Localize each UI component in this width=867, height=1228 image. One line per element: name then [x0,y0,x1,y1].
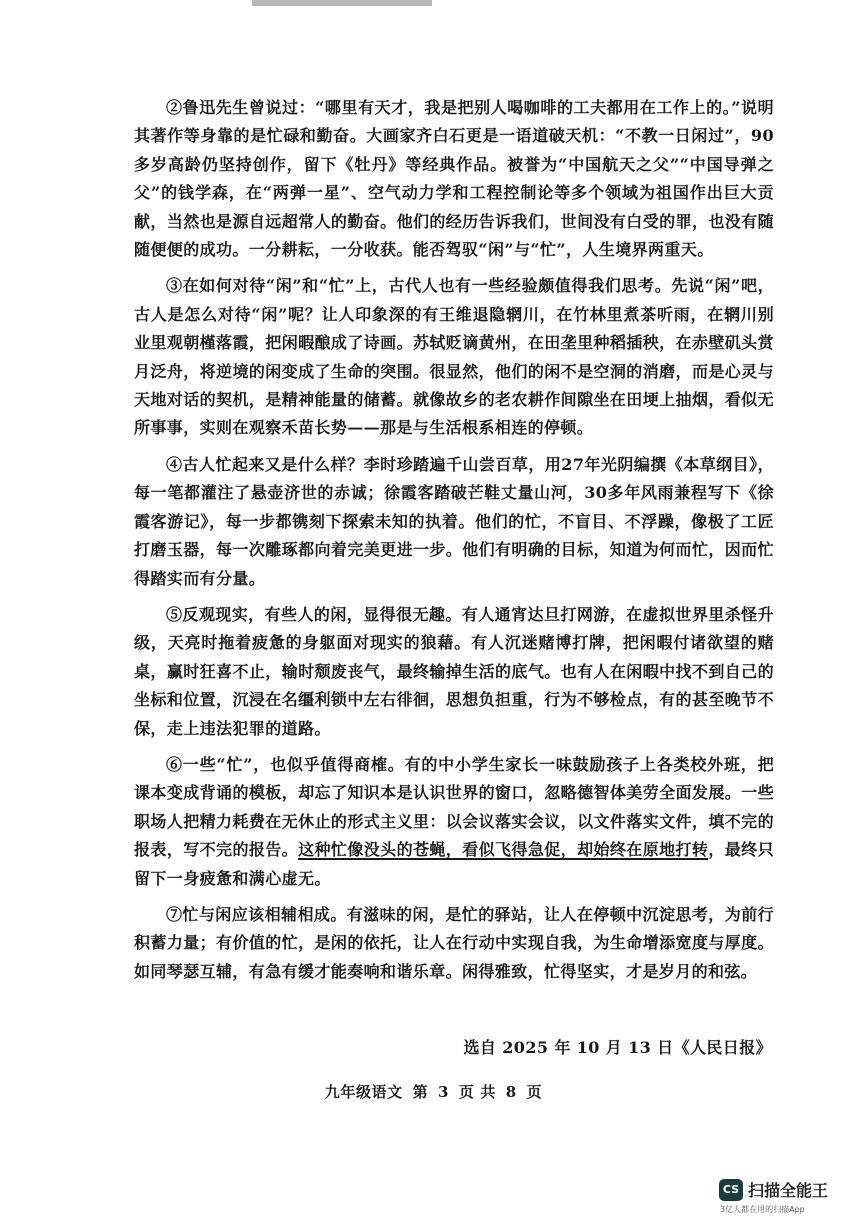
watermark-app-name: 扫描全能王 [748,1181,829,1200]
footer-page-suffix: 页 [526,1083,543,1101]
footer-page-total: 8 [505,1083,517,1101]
paragraph-6-tail: ，最终只留下一身疲惫和满心虚无。 [134,840,774,888]
footer-page-number: 3 [438,1083,450,1101]
paragraph-5: ⑤反观现实，有些人的闲，显得很无趣。有人通宵达旦打网游，在虚拟世界里杀怪升级，天亮时拖着疲惫的身躯面对现实的狼藉。有人沉迷赌博打牌，把闲暇付诸欲望的赌桌，赢时狂喜不止，输时颓废丧气，最终输掉生活的底气。也有人在闲暇中找不到自己的坐标和位置，沉浸在名缰利锁中左右徘徊，思想负担重，行为不够检点，有的甚至晚节不保，走上违法犯罪的道路。 [134,604,774,738]
scanner-watermark [719,1177,847,1217]
footer-page-mid: 页 共 [458,1083,496,1101]
paragraph-4: ④古人忙起来又是什么样？李时珍踏遍千山尝百草，用27年光阴编撰《本草纲目》，每一笔都灌注了悬壶济世的赤诚；徐霞客踏破芒鞋丈量山河，30多年风雨兼程写下《徐霞客游记》，每一步都镌刻下探索未知的执着。他们的忙，不盲目、不浮躁，像极了工匠打磨玉器，每一次雕琢都向着完美更进一步。他们有明确的目标，知道为何而忙，因而忙得踏实而有分量。 [134,454,774,588]
paragraph-2: ②鲁迅先生曾说过：“哪里有天才，我是把别人喝咖啡的工夫都用在工作上的。”说明其著作等身靠的是忙碌和勤奋。大画家齐白石更是一语道破天机：“不教一日闲过”，90多岁高龄仍坚持创作，留下《牡丹》等经典作品。被誉为“中国航天之父”“中国导弹之父”的钱学森，在“两弹一星”、空气动力学和工程控制论等多个领域为祖国作出巨大贡献，当然也是源自远超常人的勤奋。他们的经历告诉我们，世间没有白受的罪，也没有随随便便的成功。一分耕耘，一分收获。能否驾驭“闲”与“忙”，人生境界两重天。 [134,98,774,260]
paragraph-6 [134,751,774,893]
camscanner-logo-icon: CS [719,1179,743,1201]
article-source: 选自 2025 年 10 月 13 日《人民日报》 [463,1038,772,1057]
paragraph-3: ③在如何对待“闲”和“忙”上，古代人也有一些经验颇值得我们思考。先说“闲”吧，古人是怎么对待“闲”呢？让人印象深的有王维退隐辋川，在竹林里煮茶听雨，在辋川别业里观朝槿落霞，把闲暇酿成了诗画。苏轼贬谪黄州，在田垄里种稻插秧，在赤壁矶头赏月泛舟，将逆境的闲变成了生命的突围。很显然，他们的闲不是空洞的消磨，而是心灵与天地对话的契机，是精神能量的储蓄。就像故乡的老农耕作间隙坐在田埂上抽烟，看似无所事事，实则在观察禾苗长势——那是与生活根系相连的停顿。 [134,276,774,438]
article-body [134,94,774,986]
watermark-tagline: 3亿人都在用的扫描App [720,1205,805,1214]
paragraph-7: ⑦忙与闲应该相辅相成。有滋味的闲，是忙的驿站，让人在停顿中沉淀思考，为前行积蓄力量；有价值的忙，是闲的依托，让人在行动中实现自我，为生命增添宽度与厚度。如同琴瑟互辅，有急有缓才能奏响和谐乐章。闲得雅致，忙得坚实，才是岁月的和弦。 [134,904,774,981]
underlined-sentence: 这种忙像没头的苍蝇，看似飞得急促，却始终在原地打转 [298,840,709,860]
paragraph-6-text: ⑥一些“忙”，也似乎值得商榷。有的中小学生家长一味鼓励孩子上各类校外班，把课本变成背诵的模板，却忘了知识本是认识世界的窗口，忽略德智体美劳全面发展。一些职场人把精力耗费在无休止的形式主义里：以会议落实会议，以文件落实文件，填不完的报表，写不完的报告。 [134,754,774,860]
footer-subject: 九年级语文 [324,1083,403,1101]
page-footer [0,1081,867,1102]
scan-top-edge-mark [252,0,432,6]
footer-page-prefix: 第 [412,1083,429,1101]
